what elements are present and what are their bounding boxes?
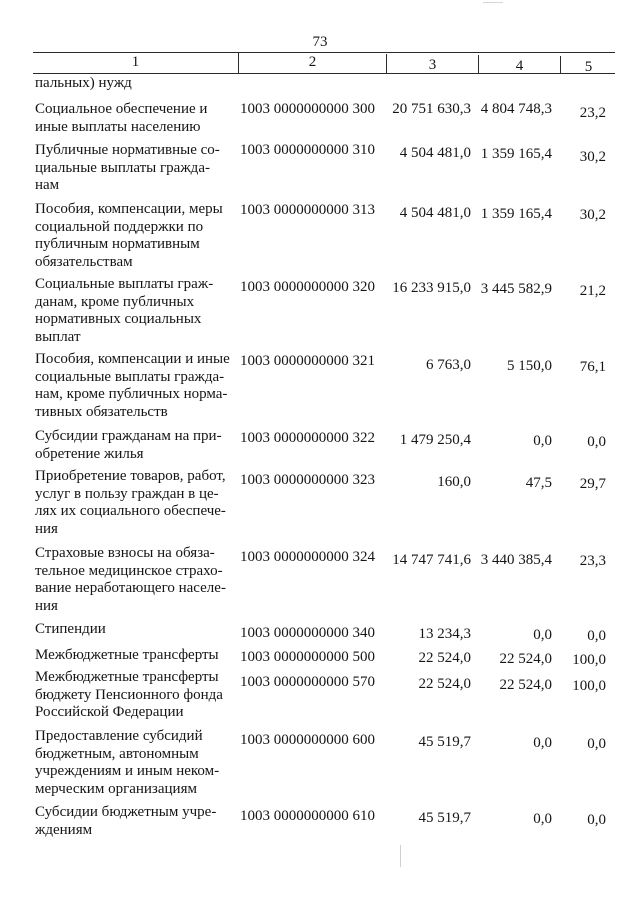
column-header-2: 2 — [308, 54, 317, 70]
row-name-line: социальные выплаты гражда- — [35, 368, 225, 385]
row-name-line: тельное медицинское страхо- — [35, 562, 223, 579]
row-name — [35, 804, 237, 839]
row-name-line: выплат — [35, 328, 81, 345]
row-name — [35, 351, 237, 421]
row-value-5: 0,0 — [587, 812, 606, 828]
row-name-line: ждениям — [35, 821, 93, 838]
row-name-line: иные выплаты населению — [35, 118, 201, 135]
row-name-line: обязательствам — [35, 253, 133, 270]
row-value-3: 45 519,7 — [418, 734, 471, 750]
row-value-4: 3 445 582,9 — [480, 281, 552, 297]
row-value-5: 21,2 — [579, 283, 606, 299]
column-header-3: 3 — [428, 57, 437, 73]
row-name — [35, 468, 237, 538]
row-name-line: ния — [35, 520, 58, 537]
row-code: 1003 0000000000 321 — [240, 353, 375, 369]
row-name — [35, 728, 237, 798]
scan-artifact — [400, 845, 401, 867]
row-value-3: 13 234,3 — [418, 626, 471, 642]
row-value-4: 0,0 — [533, 811, 552, 827]
row-value-3: 6 763,0 — [426, 357, 471, 373]
row-name-line: социальной поддержки по — [35, 218, 204, 235]
column-header-1: 1 — [131, 54, 140, 70]
row-value-4: 4 804 748,3 — [480, 101, 552, 117]
row-name-line: Публичные нормативные со- — [35, 142, 220, 158]
row-name-line: лях их социального обеспече- — [35, 503, 226, 519]
row-code: 1003 0000000000 610 — [240, 808, 375, 824]
row-value-4: 3 440 385,4 — [480, 552, 552, 568]
scan-artifact — [483, 2, 503, 3]
row-name-line: Пособия, компенсации, меры — [35, 201, 223, 217]
row-value-3: 14 747 741,6 — [392, 552, 471, 568]
row-name-line: Пособия, компенсации и иные — [35, 351, 230, 367]
row-name-line: Российской Федерации — [35, 704, 184, 720]
row-name-line: пальных) нужд — [35, 75, 132, 91]
row-name — [35, 142, 237, 195]
row-value-4: 47,5 — [525, 475, 552, 491]
row-code: 1003 0000000000 500 — [240, 649, 375, 665]
row-value-5: 100,0 — [572, 678, 606, 694]
row-value-3: 45 519,7 — [418, 810, 471, 826]
row-value-3: 16 233 915,0 — [392, 280, 471, 296]
row-value-3: 4 504 481,0 — [399, 205, 471, 221]
row-code: 1003 0000000000 323 — [240, 472, 375, 488]
row-name-line: Субсидии гражданам на при- — [35, 428, 222, 444]
row-value-4: 1 359 165,4 — [480, 206, 552, 222]
row-value-3: 20 751 630,3 — [392, 101, 471, 117]
row-name-line: вание неработающего населе- — [35, 580, 226, 596]
row-name-line: публичным нормативным — [35, 236, 200, 252]
row-name — [35, 101, 237, 136]
row-name — [35, 669, 237, 722]
row-name-line: Стипендии — [35, 621, 106, 637]
column-header-5: 5 — [584, 59, 593, 75]
row-value-5: 0,0 — [587, 736, 606, 752]
row-value-3: 4 504 481,0 — [399, 145, 471, 161]
row-name-line: обретение жилья — [35, 445, 144, 462]
row-value-5: 30,2 — [579, 149, 606, 165]
row-value-5: 23,2 — [579, 105, 606, 121]
page-number: 73 — [312, 34, 328, 50]
row-name-line: нам, кроме публичных норма- — [35, 386, 228, 402]
row-name-line: Социальное обеспечение и — [35, 101, 208, 117]
row-name-line: данам, кроме публичных — [35, 293, 195, 310]
row-name-line: учреждениям и иным неком- — [35, 763, 220, 779]
row-name-line: тивных обязательств — [35, 403, 168, 420]
row-value-5: 76,1 — [579, 359, 606, 375]
row-code: 1003 0000000000 324 — [240, 549, 375, 565]
row-value-3: 22 524,0 — [418, 676, 471, 692]
row-name — [35, 276, 237, 346]
row-name — [35, 75, 237, 93]
row-name-line: Социальные выплаты граж- — [35, 276, 214, 292]
row-value-4: 22 524,0 — [499, 651, 552, 667]
column-header-4: 4 — [515, 58, 524, 74]
row-name — [35, 647, 237, 665]
table-top-rule — [33, 52, 615, 53]
row-name-line: Страховые взносы на обяза- — [35, 545, 215, 561]
row-name-line: услуг в пользу граждан в це- — [35, 485, 219, 502]
row-name-line: бюджету Пенсионного фонда — [35, 686, 223, 703]
row-name-line: Межбюджетные трансферты — [35, 647, 219, 663]
row-value-3: 160,0 — [437, 474, 471, 490]
row-code: 1003 0000000000 310 — [240, 142, 375, 158]
row-name — [35, 621, 237, 639]
row-name-line: Межбюджетные трансферты — [35, 669, 219, 685]
row-value-4: 22 524,0 — [499, 677, 552, 693]
row-code: 1003 0000000000 322 — [240, 430, 375, 446]
row-value-4: 0,0 — [533, 735, 552, 751]
row-value-5: 29,7 — [579, 476, 606, 492]
row-value-5: 23,3 — [579, 553, 606, 569]
row-name-line: мерческим организациям — [35, 780, 197, 797]
row-code: 1003 0000000000 300 — [240, 101, 375, 117]
row-name-line: Субсидии бюджетным учре- — [35, 804, 217, 820]
row-code: 1003 0000000000 600 — [240, 732, 375, 748]
row-code: 1003 0000000000 313 — [240, 202, 375, 218]
row-code: 1003 0000000000 320 — [240, 279, 375, 295]
row-name-line: Приобретение товаров, работ, — [35, 468, 226, 484]
row-value-5: 0,0 — [587, 628, 606, 644]
row-value-3: 1 479 250,4 — [399, 432, 471, 448]
row-name — [35, 428, 237, 463]
row-value-5: 0,0 — [587, 434, 606, 450]
row-value-4: 0,0 — [533, 433, 552, 449]
row-value-5: 100,0 — [572, 652, 606, 668]
row-name — [35, 545, 237, 615]
row-name-line: Предоставление субсидий — [35, 728, 203, 744]
row-name — [35, 201, 237, 271]
row-value-3: 22 524,0 — [418, 650, 471, 666]
row-name-line: нам — [35, 177, 60, 193]
row-name-line: циальные выплаты гражда- — [35, 159, 210, 176]
row-value-4: 1 359 165,4 — [480, 146, 552, 162]
row-name-line: ния — [35, 597, 58, 614]
row-value-5: 30,2 — [579, 207, 606, 223]
row-code: 1003 0000000000 570 — [240, 674, 375, 690]
row-value-4: 5 150,0 — [507, 358, 552, 374]
row-name-line: бюджетным, автономным — [35, 745, 199, 762]
row-code: 1003 0000000000 340 — [240, 625, 375, 641]
row-value-4: 0,0 — [533, 627, 552, 643]
row-name-line: нормативных социальных — [35, 311, 202, 327]
